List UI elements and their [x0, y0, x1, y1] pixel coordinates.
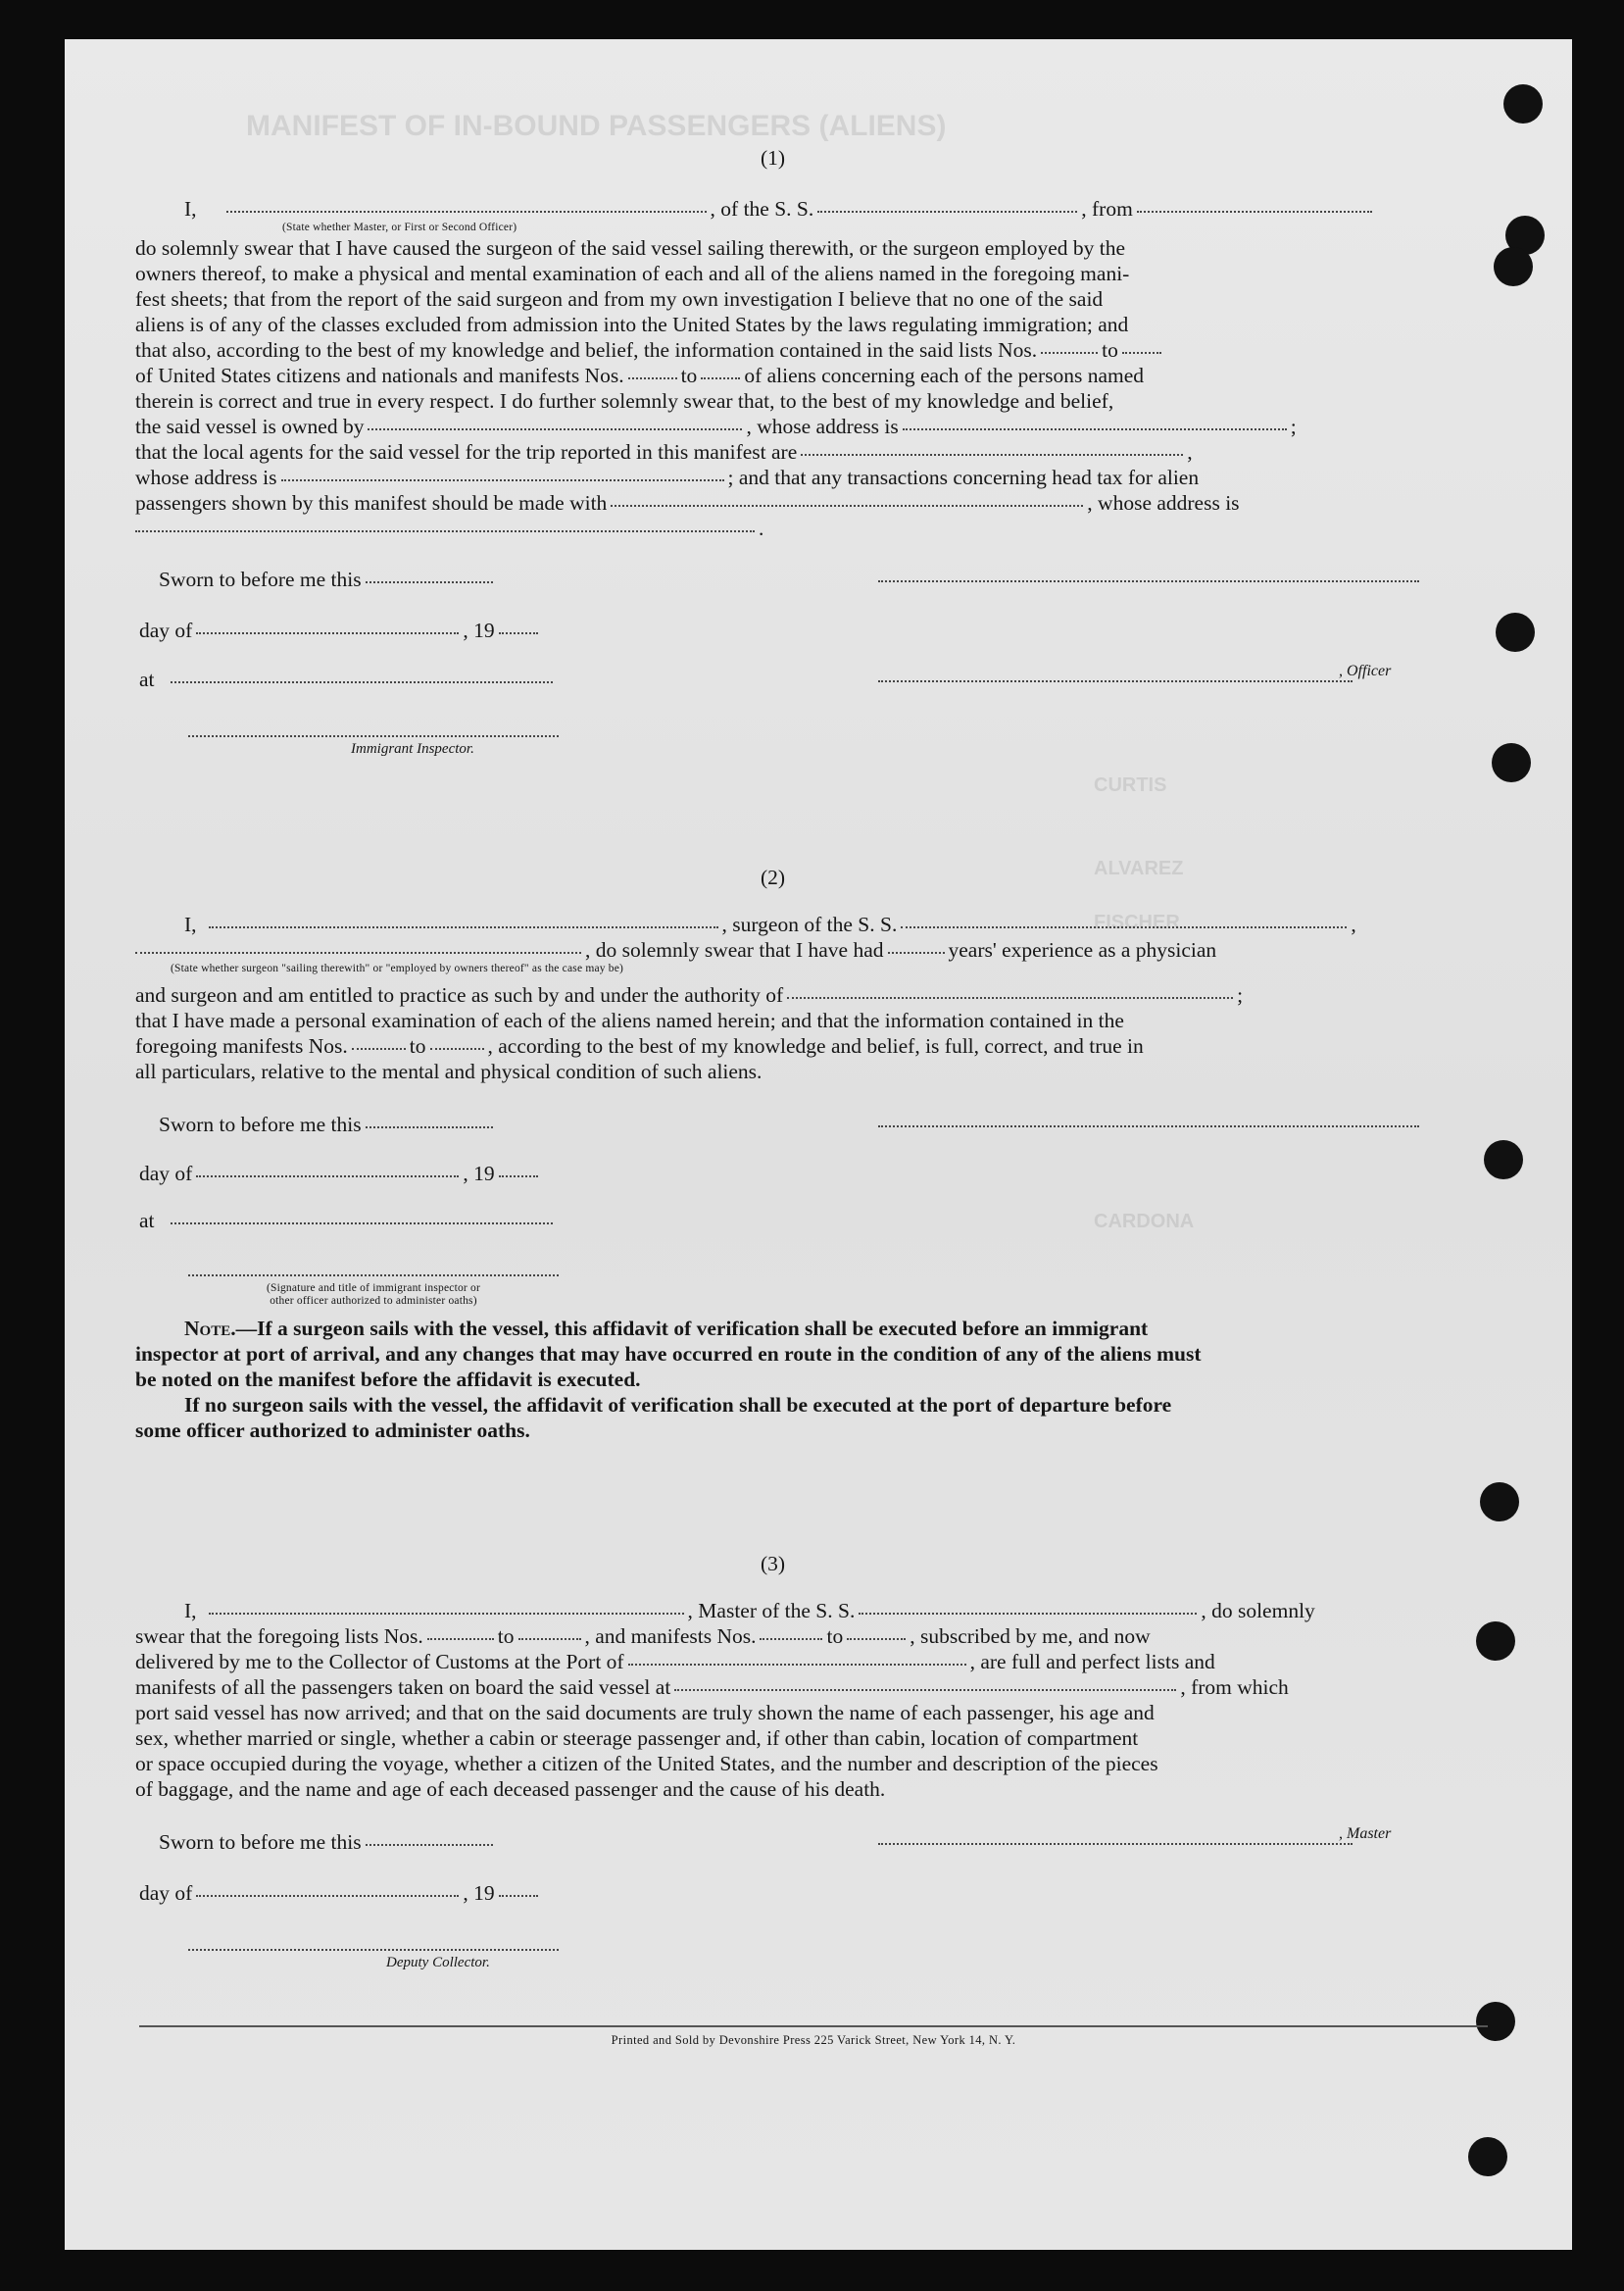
oath-line: passengers shown by this manifest should be made with , whose address is [135, 491, 1240, 515]
oath-line: fest sheets; that from the report of the said surgeon and from my own investigation I believe that no one of the said [135, 287, 1104, 311]
bleed-row: FISCHER [1094, 912, 1180, 933]
oath-line: I, , Master of the S. S. , do solemnly [184, 1599, 1315, 1622]
printer-imprint: Printed and Sold by Devonshire Press 225 Varick Street, New York 14, N. Y. [611, 2033, 1016, 2047]
oath-line: port said vessel has now arrived; and that on the said documents are truly shown the name of each passenger, his age and [135, 1701, 1155, 1724]
oath-line: . [135, 516, 763, 542]
oath-line: sex, whether married or single, whether a cabin or steerage passenger and, if other than cabin, location of compartment [135, 1726, 1139, 1750]
note-line: Note.—If a surgeon sails with the vessel, this affidavit of verification shall be executed before an immigrant [184, 1317, 1149, 1340]
oath-line: or space occupied during the voyage, whether a citizen of the United States, and the number and description of the pieces [135, 1752, 1158, 1775]
oath-line: manifests of all the passengers taken on board the said vessel at , from which [135, 1675, 1289, 1699]
signature-line [878, 1125, 1419, 1127]
note-line: some officer authorized to administer oaths. [135, 1419, 530, 1442]
oath-line: I, , surgeon of the S. S. , [184, 913, 1356, 936]
bleed-row: CURTIS [1094, 774, 1167, 796]
day-line: day of , 19 [139, 618, 542, 644]
signature-line [878, 580, 1419, 582]
signature-caption: , Master [1339, 1825, 1392, 1842]
field-hint: (State whether Master, or First or Second Officer) [282, 222, 517, 233]
oath-line: that I have made a personal examination of each of the aliens named herein; and that the information contained in the [135, 1009, 1124, 1032]
punch-hole [1468, 2137, 1507, 2176]
section-number: (2) [761, 866, 786, 889]
punch-hole [1484, 1140, 1523, 1179]
signature-line [878, 680, 1353, 682]
at-line: at [139, 1208, 557, 1234]
sworn-line: Sworn to before me this [159, 1829, 497, 1856]
oath-line: therein is correct and true in every respect. I do further solemnly swear that, to the best of my knowledge and belief, [135, 389, 1114, 413]
punch-hole [1492, 743, 1531, 782]
signature-line [878, 1843, 1353, 1845]
note-line: be noted on the manifest before the affidavit is executed. [135, 1368, 641, 1391]
punch-hole [1503, 84, 1543, 124]
sworn-line: Sworn to before me this [159, 567, 497, 593]
punch-hole [1496, 613, 1535, 652]
day-line: day of , 19 [139, 1161, 542, 1187]
bleed-header: MANIFEST OF IN-BOUND PASSENGERS (ALIENS) [246, 110, 947, 142]
oath-line: foregoing manifests Nos. to , according to the best of my knowledge and belief, is full, correct, and true in [135, 1034, 1144, 1058]
oath-line: that also, according to the best of my knowledge and belief, the information contained in the said lists Nos. to [135, 337, 1165, 364]
field-hint: (State whether surgeon "sailing therewith" or "employed by owners thereof" as the case may be) [171, 963, 624, 974]
signature-caption: , Officer [1339, 663, 1392, 679]
oath-line: aliens is of any of the classes excluded from admission into the United States by the laws regulating immigration; and [135, 313, 1129, 336]
oath-line: I, , of the S. S. , from [184, 196, 1376, 223]
oath-line: the said vessel is owned by , whose address is ; [135, 415, 1297, 438]
signature-line [188, 1949, 559, 1951]
signature-line [188, 1274, 559, 1276]
oath-line: do solemnly swear that I have caused the surgeon of the said vessel sailing therewith, or the surgeon employed by the [135, 236, 1126, 260]
oath-line: swear that the foregoing lists Nos. to , and manifests Nos. to , subscribed by me, and now [135, 1624, 1151, 1648]
punch-hole [1480, 1482, 1519, 1521]
oath-line: whose address is ; and that any transactions concerning head tax for alien [135, 466, 1200, 489]
oath-line: all particulars, relative to the mental and physical condition of such aliens. [135, 1060, 763, 1083]
punch-hole [1494, 247, 1533, 286]
section-number: (3) [761, 1552, 786, 1575]
note-line: inspector at port of arrival, and any changes that may have occurred en route in the condition of any of the aliens must [135, 1342, 1202, 1366]
footer-rule [139, 2025, 1488, 2027]
day-line: day of , 19 [139, 1880, 542, 1907]
oath-line: and surgeon and am entitled to practice as such by and under the authority of ; [135, 983, 1244, 1007]
sworn-line: Sworn to before me this [159, 1112, 497, 1138]
signature-caption: Immigrant Inspector. [351, 741, 474, 757]
oath-line: of baggage, and the name and age of each deceased passenger and the cause of his death. [135, 1777, 886, 1801]
oath-line: , do solemnly swear that I have had years' experience as a physician [135, 937, 1216, 964]
section-number: (1) [761, 146, 786, 170]
signature-caption: Deputy Collector. [386, 1955, 490, 1970]
punch-hole [1476, 1621, 1515, 1661]
note-line: If no surgeon sails with the vessel, the affidavit of verification shall be executed at the port of departure before [184, 1393, 1172, 1417]
at-line: at [139, 667, 557, 693]
oath-line: owners thereof, to make a physical and mental examination of each and all of the aliens named in the foregoing mani- [135, 262, 1130, 285]
oath-line: of United States citizens and nationals and manifests Nos. to of aliens concerning each of the persons named [135, 364, 1145, 387]
bleed-row: ALVAREZ [1094, 858, 1184, 879]
signature-caption: (Signature and title of immigrant inspector or other officer authorized to administer oaths) [266, 1282, 481, 1307]
oath-line: that the local agents for the said vessel for the trip reported in this manifest are , [135, 440, 1193, 464]
signature-line [188, 735, 559, 737]
manifest-page [65, 39, 1572, 2250]
oath-line: delivered by me to the Collector of Customs at the Port of , are full and perfect lists and [135, 1650, 1215, 1673]
bleed-row: CARDONA [1094, 1211, 1195, 1232]
